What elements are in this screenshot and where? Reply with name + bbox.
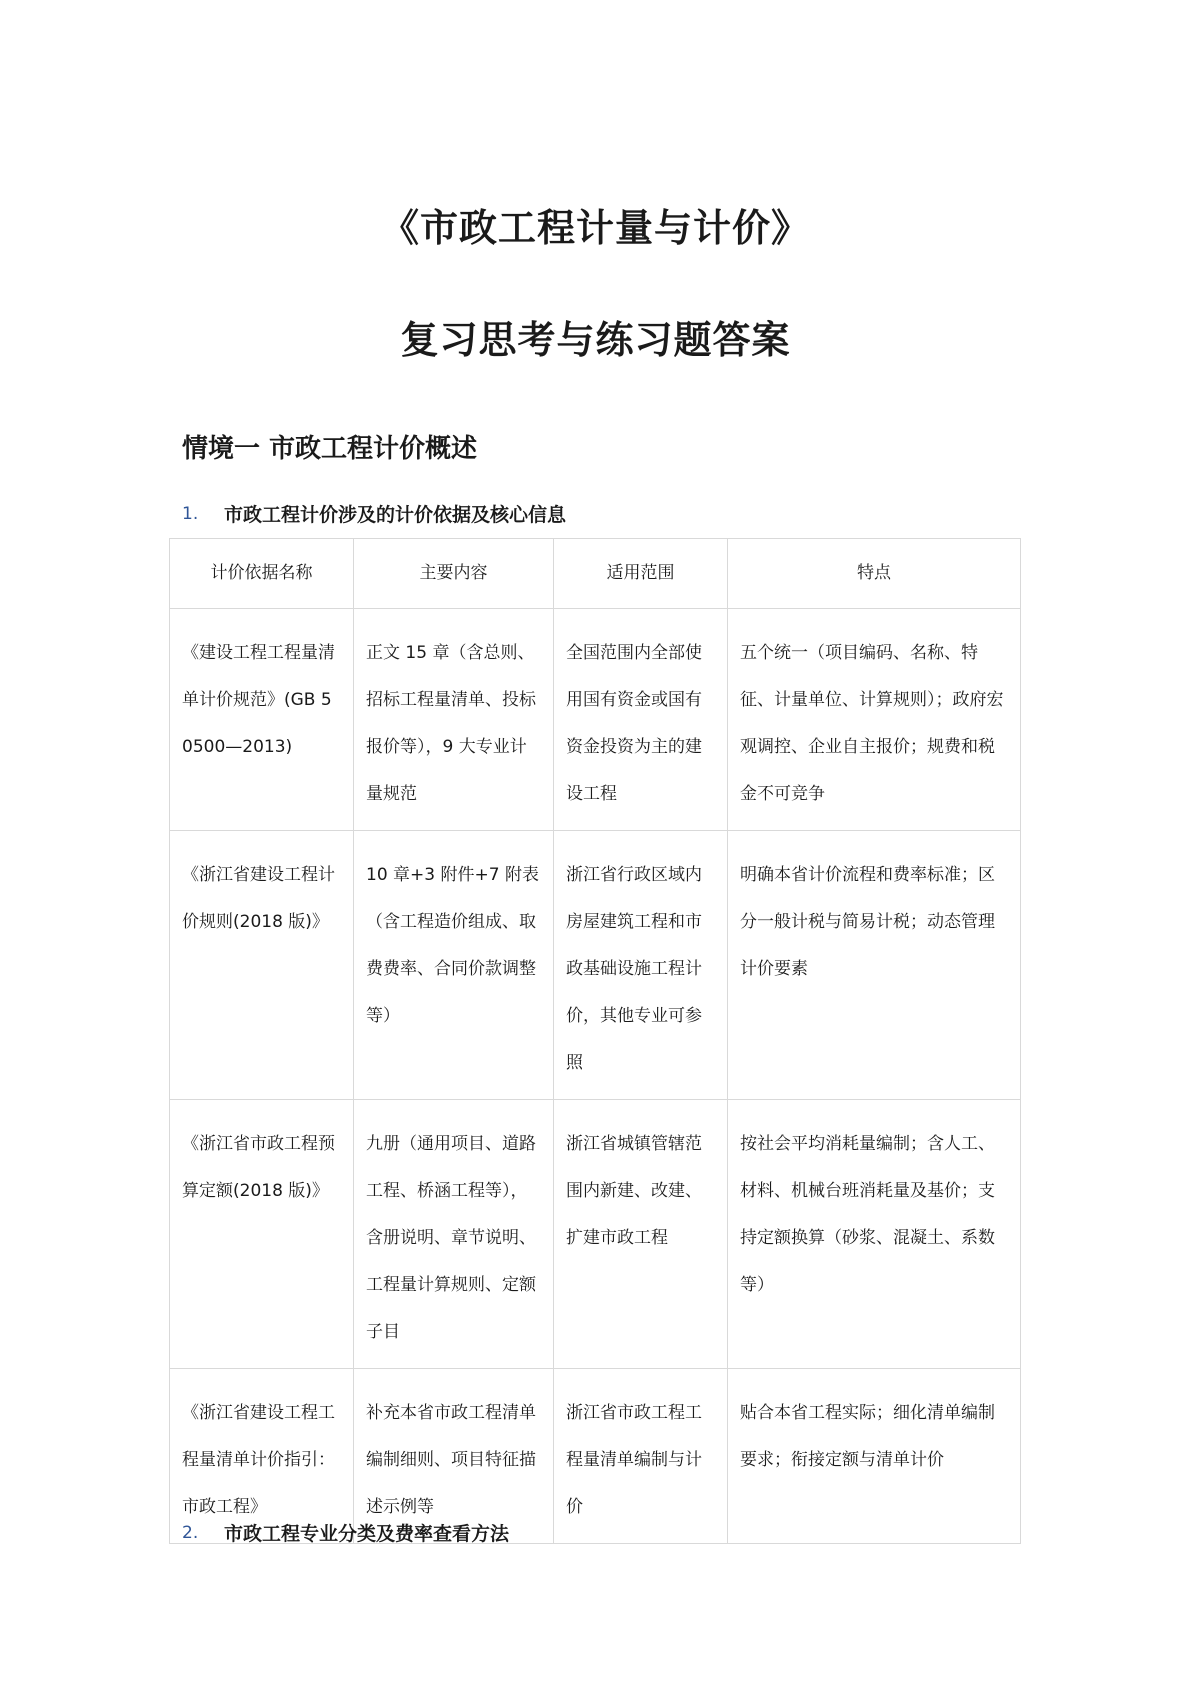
cell-features: 按社会平均消耗量编制；含人工、材料、机械台班消耗量及基价；支持定额换算（砂浆、混凝土、系数等） xyxy=(728,1100,1021,1369)
cell-scope: 浙江省市政工程工程量清单编制与计价 xyxy=(554,1369,728,1544)
list-number: 2. xyxy=(182,1522,199,1543)
column-header-features: 特点 xyxy=(728,539,1021,609)
cell-scope: 浙江省行政区域内房屋建筑工程和市政基础设施工程计价，其他专业可参照 xyxy=(554,831,728,1100)
table-row xyxy=(170,1369,1021,1544)
pricing-basis-table xyxy=(169,538,1021,1544)
cell-content: 10 章+3 附件+7 附表（含工程造价组成、取费费率、合同价款调整等） xyxy=(354,831,554,1100)
cell-scope: 全国范围内全部使用国有资金或国有资金投资为主的建设工程 xyxy=(554,609,728,831)
cell-name: 《浙江省市政工程预算定额(2018 版)》 xyxy=(170,1100,354,1369)
table-row xyxy=(170,831,1021,1100)
column-header-scope: 适用范围 xyxy=(554,539,728,609)
cell-features: 贴合本省工程实际；细化清单编制要求；衔接定额与清单计价 xyxy=(728,1369,1021,1544)
cell-content: 正文 15 章（含总则、招标工程量清单、投标报价等），9 大专业计量规范 xyxy=(354,609,554,831)
cell-features: 五个统一（项目编码、名称、特征、计量单位、计算规则）；政府宏观调控、企业自主报价；规费和税金不可竞争 xyxy=(728,609,1021,831)
cell-content: 九册（通用项目、道路工程、桥涵工程等），含册说明、章节说明、工程量计算规则、定额子目 xyxy=(354,1100,554,1369)
cell-name: 《建设工程工程量清单计价规范》(GB 50500—2013) xyxy=(170,609,354,831)
list-number: 1. xyxy=(182,503,199,524)
column-header-name: 计价依据名称 xyxy=(170,539,354,609)
cell-content: 补充本省市政工程清单编制细则、项目特征描述示例等 xyxy=(354,1369,554,1544)
section-heading: 情境一 市政工程计价概述 xyxy=(182,434,478,464)
cell-scope: 浙江省城镇管辖范围内新建、改建、扩建市政工程 xyxy=(554,1100,728,1369)
list-item-1 xyxy=(182,500,566,527)
table-header-row xyxy=(170,539,1021,609)
column-header-content: 主要内容 xyxy=(354,539,554,609)
cell-name: 《浙江省建设工程工程量清单计价指引：市政工程》 xyxy=(170,1369,354,1544)
document-title: 《市政工程计量与计价》 xyxy=(380,206,810,250)
document-subtitle: 复习思考与练习题答案 xyxy=(400,318,791,362)
list-item-2 xyxy=(182,1519,509,1546)
table-row xyxy=(170,1100,1021,1369)
table-row xyxy=(170,609,1021,831)
cell-features: 明确本省计价流程和费率标准；区分一般计税与简易计税；动态管理计价要素 xyxy=(728,831,1021,1100)
list-item-text: 市政工程计价涉及的计价依据及核心信息 xyxy=(224,504,567,526)
cell-name: 《浙江省建设工程计价规则(2018 版)》 xyxy=(170,831,354,1100)
list-item-text: 市政工程专业分类及费率查看方法 xyxy=(224,1523,510,1545)
